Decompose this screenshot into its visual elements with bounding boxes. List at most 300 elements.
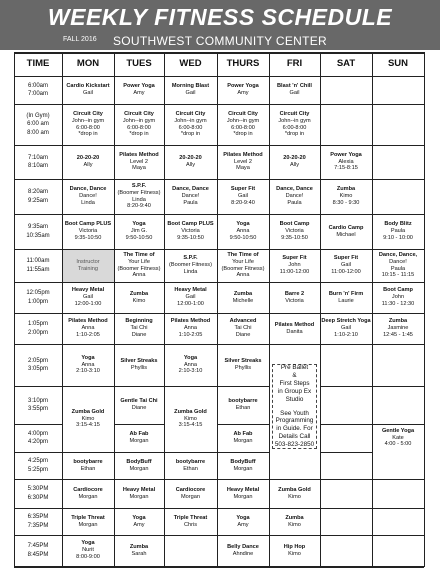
class-cell — [320, 214, 372, 249]
class-cell — [164, 104, 217, 145]
class-title: Silver Streaks — [224, 358, 262, 365]
empty-cell — [320, 508, 372, 535]
class-cell — [62, 313, 114, 344]
class-title: Heavy Metal — [71, 287, 105, 294]
class-detail: Kate — [392, 434, 404, 441]
class-title: Cardio Camp — [328, 224, 364, 231]
class-detail: Nurit — [82, 547, 94, 554]
grid-line — [14, 214, 425, 215]
class-detail: Kimo — [339, 193, 353, 200]
class-detail: Linda — [81, 199, 95, 206]
class-detail: 2:10-3:10 — [178, 368, 203, 375]
class-cell — [372, 214, 424, 249]
class-title: Pilates Method — [119, 151, 159, 158]
class-cell — [217, 104, 269, 145]
class-cell — [62, 479, 114, 508]
class-title: BodyBuff — [230, 458, 256, 465]
empty-cell — [372, 104, 424, 145]
class-title: Cardiocore — [73, 486, 103, 493]
time-slot — [14, 145, 62, 179]
class-detail: Instructor — [76, 258, 100, 265]
class-cell — [217, 424, 269, 452]
empty-cell — [372, 535, 424, 566]
grid-line — [14, 386, 270, 387]
class-cell — [62, 104, 114, 145]
class-title: Boot Camp PLUS — [64, 221, 112, 228]
class-detail: Morgan — [233, 438, 253, 444]
season-label: FALL 2016 — [63, 36, 97, 43]
class-detail: John--in gym — [226, 117, 260, 124]
class-cell — [217, 282, 269, 313]
class-detail: Paula — [390, 228, 406, 235]
time-slot — [14, 179, 62, 214]
class-detail: Victoria — [78, 228, 98, 235]
time-slot — [14, 424, 62, 452]
empty-cell — [320, 76, 372, 104]
grid-line — [217, 424, 270, 425]
class-detail: 6:00-8:00 — [76, 124, 100, 131]
class-detail: 9:35-10:50 — [281, 234, 308, 241]
youth-programming-note — [272, 364, 317, 449]
class-detail: 12:45 - 1:45 — [383, 331, 413, 338]
class-title: Circuit City — [73, 111, 103, 118]
class-detail: Gail — [83, 294, 93, 301]
class-detail: 3:15-4:15 — [76, 422, 100, 429]
class-title: Hip Hop — [283, 543, 306, 550]
class-detail: Jim G. — [130, 228, 148, 235]
class-detail: Dance! — [285, 193, 304, 200]
class-detail: Your Life — [128, 258, 150, 265]
class-title: Yoga — [236, 514, 250, 521]
class-cell — [114, 386, 164, 424]
class-cell — [217, 145, 269, 179]
class-cell — [62, 344, 114, 386]
class-detail: 8:20-9:40 — [127, 203, 151, 210]
class-detail: Anna — [81, 325, 95, 332]
class-cell — [164, 386, 217, 452]
class-cell — [164, 214, 217, 249]
class-detail: Tai Chi — [130, 325, 148, 332]
class-detail: Dance! — [181, 193, 200, 200]
class-detail: 7:45PM — [27, 543, 49, 550]
class-title: Circuit City — [228, 111, 258, 118]
class-detail: John--in gym — [71, 117, 105, 124]
table-border — [14, 52, 424, 54]
class-title: Dance, Dance — [69, 186, 107, 193]
class-detail: Kimo — [184, 415, 197, 422]
column-header-fri — [269, 52, 320, 76]
class-detail: 12:00-1:00 — [74, 300, 102, 307]
class-detail: John — [288, 262, 301, 269]
class-cell — [114, 145, 164, 179]
empty-cell — [320, 479, 372, 508]
grid-line — [320, 52, 321, 567]
class-cell — [372, 249, 424, 282]
time-slot — [14, 313, 62, 344]
class-detail: (Boomer Fitness) — [117, 265, 161, 272]
class-title: Power Yoga — [227, 83, 259, 90]
class-detail: 3:10pm — [27, 397, 48, 404]
class-detail: Kimo — [288, 521, 301, 528]
class-title: Pilates Method — [223, 151, 263, 158]
class-detail: Morgan — [129, 493, 149, 500]
grid-line — [14, 424, 63, 425]
class-cell — [62, 508, 114, 535]
class-cell — [217, 344, 269, 386]
class-detail: Morgan — [233, 465, 253, 472]
class-cell — [217, 508, 269, 535]
class-detail: Your Life — [232, 258, 254, 265]
column-header-tues — [114, 52, 164, 76]
class-title: Ab Fab — [233, 431, 253, 438]
class-cell — [217, 479, 269, 508]
note-line: Pre Ballet — [280, 364, 309, 372]
class-title: bootybarre — [175, 458, 206, 465]
class-detail: 6:00 am — [27, 121, 49, 128]
class-detail: 6:00-8:00 — [282, 124, 307, 131]
class-cell — [164, 479, 217, 508]
empty-cell — [164, 535, 217, 566]
class-detail: 5:30PM — [27, 486, 49, 493]
class-detail: 9:50-10:50 — [125, 234, 153, 241]
class-cell — [164, 249, 217, 282]
class-title: Beginning — [125, 318, 153, 325]
grid-line — [14, 344, 425, 345]
class-title: TUES — [126, 58, 152, 70]
class-title: Pilates Method — [274, 321, 315, 328]
class-cell — [320, 249, 372, 282]
class-detail: Paula — [183, 199, 198, 206]
class-detail: Anna — [132, 272, 146, 279]
class-title: Deep Stretch Yoga — [321, 318, 371, 325]
column-header-thurs — [217, 52, 269, 76]
class-detail: Phyllis — [130, 365, 148, 371]
class-detail: 3:15-4:15 — [178, 422, 203, 429]
class-detail: Morgan — [78, 521, 98, 528]
class-title: TIME — [26, 58, 50, 70]
class-title: Yoga — [81, 354, 95, 361]
class-title: Barre 2 — [284, 290, 305, 297]
class-title: Triple Threat — [71, 514, 105, 521]
class-title: bootybarre — [228, 398, 258, 405]
empty-cell — [320, 452, 372, 479]
column-header-sat — [320, 52, 372, 76]
class-detail: Gail — [238, 193, 248, 200]
class-title: Zumba — [233, 290, 253, 297]
class-detail: John--in gym — [174, 117, 207, 124]
class-detail: 8:20-9:40 — [231, 199, 255, 206]
table-border — [14, 566, 424, 568]
class-title: Zumba Gold — [278, 486, 311, 493]
grid-line — [114, 424, 165, 425]
class-cell — [217, 452, 269, 479]
class-cell — [62, 452, 114, 479]
class-cell — [217, 76, 269, 104]
class-detail: 5:25pm — [27, 466, 48, 473]
class-detail: 2:00pm — [27, 329, 48, 336]
class-title: WED — [179, 58, 202, 70]
grid-line — [62, 52, 63, 567]
class-detail: *drop in — [233, 131, 253, 138]
class-cell — [372, 313, 424, 344]
class-detail: Gail — [185, 90, 196, 96]
class-cell — [62, 535, 114, 566]
class-detail: 3:55pm — [27, 406, 48, 412]
grid-line — [14, 313, 425, 314]
class-detail: Dance! — [389, 258, 407, 265]
class-cell — [217, 179, 269, 214]
time-slot — [14, 249, 62, 282]
class-detail: 6:35PM — [27, 514, 49, 521]
empty-cell — [372, 344, 424, 386]
class-title: Dance, Dance — [276, 186, 313, 193]
class-detail: John--in gym — [278, 117, 311, 124]
class-detail: Victoria — [285, 297, 304, 304]
class-detail: 7:35PM — [27, 522, 49, 529]
class-cell — [217, 214, 269, 249]
class-cell — [114, 424, 164, 452]
class-title: Yoga — [236, 221, 250, 228]
class-cell — [320, 282, 372, 313]
class-detail: (Boomer Fitness) — [221, 265, 265, 272]
class-detail: Michael — [336, 231, 356, 238]
class-detail: Phyllis — [234, 365, 252, 371]
class-cell — [217, 386, 269, 424]
class-detail: Amy — [133, 90, 145, 96]
class-detail: 11:30 - 12:30 — [381, 300, 415, 307]
class-cell — [164, 452, 217, 479]
class-detail: 7:00am — [27, 91, 48, 97]
grid-line — [217, 52, 218, 567]
class-cell — [62, 76, 114, 104]
class-title: Zumba Gold — [174, 408, 207, 415]
class-cell — [62, 214, 114, 249]
class-cell — [114, 535, 164, 566]
class-cell — [269, 145, 320, 179]
class-detail: Michelle — [232, 297, 254, 304]
class-cell — [164, 313, 217, 344]
class-detail: Gail — [341, 325, 351, 332]
class-detail: 9:35-10:50 — [74, 234, 102, 241]
grid-line — [14, 179, 425, 180]
class-cell — [114, 249, 164, 282]
class-detail: Sarah — [131, 550, 147, 557]
empty-cell — [320, 535, 372, 566]
class-detail: 4:20pm — [27, 439, 48, 445]
class-detail: Level 2 — [233, 158, 253, 165]
time-slot — [14, 104, 62, 145]
class-cell — [164, 76, 217, 104]
class-title: Circuit City — [279, 111, 310, 118]
class-detail: 11:55am — [26, 266, 50, 273]
class-detail: (Boomer Fitness) — [117, 189, 161, 196]
class-detail: Ally — [83, 162, 93, 168]
time-slot — [14, 452, 62, 479]
class-detail: Diane — [235, 331, 251, 338]
class-detail: Level 2 — [129, 158, 149, 165]
empty-cell — [372, 479, 424, 508]
class-cell — [269, 313, 320, 344]
class-title: Dance, Dance — [172, 186, 209, 193]
grid-line — [14, 508, 425, 509]
class-detail: Ally — [289, 162, 299, 168]
class-title: Pilates Method — [68, 318, 108, 325]
instructor-training-cell — [62, 249, 114, 282]
class-title: Ab Fab — [129, 431, 149, 438]
time-slot — [14, 535, 62, 566]
time-slot — [14, 282, 62, 313]
class-detail: Anna — [236, 228, 250, 235]
class-title: Gentle Tai Chi — [120, 398, 158, 405]
class-title: The Time of — [123, 252, 155, 259]
empty-cell — [372, 76, 424, 104]
class-cell — [320, 145, 372, 179]
class-title: Yoga — [183, 354, 198, 361]
class-detail: John--in gym — [122, 117, 156, 124]
class-detail: 9:50-10:50 — [229, 234, 257, 241]
class-detail: 8:45PM — [27, 551, 49, 558]
class-detail: (In Gym) — [26, 113, 50, 120]
class-cell — [114, 104, 164, 145]
class-title: Zumba — [129, 543, 149, 550]
class-detail: Training — [77, 265, 98, 272]
note-line: Programming — [275, 417, 314, 425]
class-detail: Kimo — [81, 415, 95, 422]
class-cell — [114, 76, 164, 104]
time-slot — [14, 344, 62, 386]
class-cell — [269, 282, 320, 313]
class-title: Power Yoga — [123, 83, 155, 90]
class-cell — [114, 179, 164, 214]
class-cell — [114, 452, 164, 479]
class-title: Heavy Metal — [122, 486, 156, 493]
empty-cell — [269, 452, 320, 479]
grid-line — [114, 52, 115, 567]
grid-line — [14, 52, 15, 567]
class-cell — [269, 479, 320, 508]
class-title: SAT — [336, 58, 356, 70]
time-slot — [14, 386, 62, 424]
grid-line — [14, 452, 270, 453]
class-detail: Diane — [131, 405, 147, 411]
class-detail: Morgan — [181, 493, 200, 500]
class-detail: Ethan — [80, 465, 96, 472]
time-slot — [14, 214, 62, 249]
empty-cell — [372, 145, 424, 179]
empty-cell — [320, 424, 372, 452]
class-detail: 1:00pm — [27, 298, 48, 305]
class-cell — [269, 104, 320, 145]
class-title: Dance, Dance, — [378, 252, 418, 259]
class-title: Heavy Metal — [226, 486, 260, 493]
class-detail: Maya — [236, 165, 250, 172]
class-title: Zumba — [388, 318, 408, 325]
class-detail: 12:00-1:00 — [177, 300, 204, 307]
class-detail: Chris — [183, 521, 198, 528]
class-detail: Amy — [133, 521, 145, 528]
class-detail: 1:05pm — [27, 321, 48, 328]
class-detail: *drop in — [180, 131, 201, 138]
class-title: Super Fit — [230, 186, 256, 193]
class-detail: Ethan — [183, 465, 198, 472]
center-name: SOUTHWEST COMMUNITY CENTER — [112, 34, 328, 48]
class-detail: Ally — [185, 162, 195, 168]
class-detail: 7:15-8:15 — [334, 165, 358, 172]
class-cell — [114, 313, 164, 344]
class-title: Body Blitz — [384, 221, 412, 228]
class-detail: Gail — [185, 294, 196, 301]
empty-cell — [320, 104, 372, 145]
class-detail: Paula — [287, 199, 302, 206]
class-cell — [114, 508, 164, 535]
class-detail: Linda — [132, 196, 146, 203]
class-detail: 8:20am — [27, 189, 48, 196]
class-title: Zumba — [129, 290, 149, 297]
class-detail: 3:05pm — [27, 366, 48, 372]
class-cell — [114, 282, 164, 313]
class-title: Gentle Yoga — [381, 427, 415, 434]
class-cell — [372, 424, 424, 452]
class-detail: 2:10-3:10 — [76, 368, 100, 375]
note-line: & — [292, 372, 297, 380]
class-detail: 9:35-10:50 — [177, 234, 204, 241]
class-cell — [114, 214, 164, 249]
class-title: Yoga — [132, 221, 146, 228]
class-title: Zumba — [285, 514, 304, 521]
class-title: Heavy Metal — [174, 287, 207, 294]
class-detail: Maya — [132, 165, 146, 172]
class-cell — [269, 508, 320, 535]
class-detail: Gail — [289, 90, 300, 96]
class-title: MON — [76, 58, 100, 70]
class-detail: Alexia — [338, 158, 354, 165]
empty-cell — [320, 386, 372, 424]
class-detail: 4:00pm — [27, 430, 48, 437]
class-title: Burn 'n' Firm — [328, 290, 364, 297]
class-title: Circuit City — [175, 111, 206, 118]
class-detail: Amy — [237, 90, 249, 96]
class-cell — [62, 145, 114, 179]
class-detail: Morgan — [129, 465, 149, 472]
class-cell — [164, 508, 217, 535]
class-detail: Kimo — [288, 493, 301, 500]
class-detail: 11:00-12:00 — [331, 268, 361, 275]
class-detail: 8:00-9:00 — [76, 553, 100, 560]
class-title: Triple Threat — [173, 514, 208, 521]
class-title: Boot Camp — [279, 221, 310, 228]
class-detail: 10:35am — [26, 232, 50, 239]
class-detail: Ethan — [235, 405, 251, 411]
note-line: 503-823-2850 — [274, 440, 315, 448]
class-title: Super Fit — [333, 255, 359, 262]
column-header-time — [14, 52, 62, 76]
class-detail: Anna — [183, 361, 198, 368]
class-detail: Kimo — [288, 550, 301, 557]
class-title: Power Yoga — [330, 151, 362, 158]
class-cell — [217, 249, 269, 282]
column-header-mon — [62, 52, 114, 76]
class-detail: Victoria — [181, 228, 200, 235]
class-detail: *drop in — [284, 131, 305, 138]
note-line: Studio — [285, 395, 304, 403]
class-detail: Anna — [236, 272, 250, 279]
class-title: S.P.F. — [131, 183, 147, 190]
class-title: Super Fit — [282, 255, 307, 262]
class-cell — [62, 282, 114, 313]
empty-cell — [372, 386, 424, 424]
grid-line — [372, 52, 373, 567]
class-detail: 6:00-8:00 — [231, 124, 255, 131]
